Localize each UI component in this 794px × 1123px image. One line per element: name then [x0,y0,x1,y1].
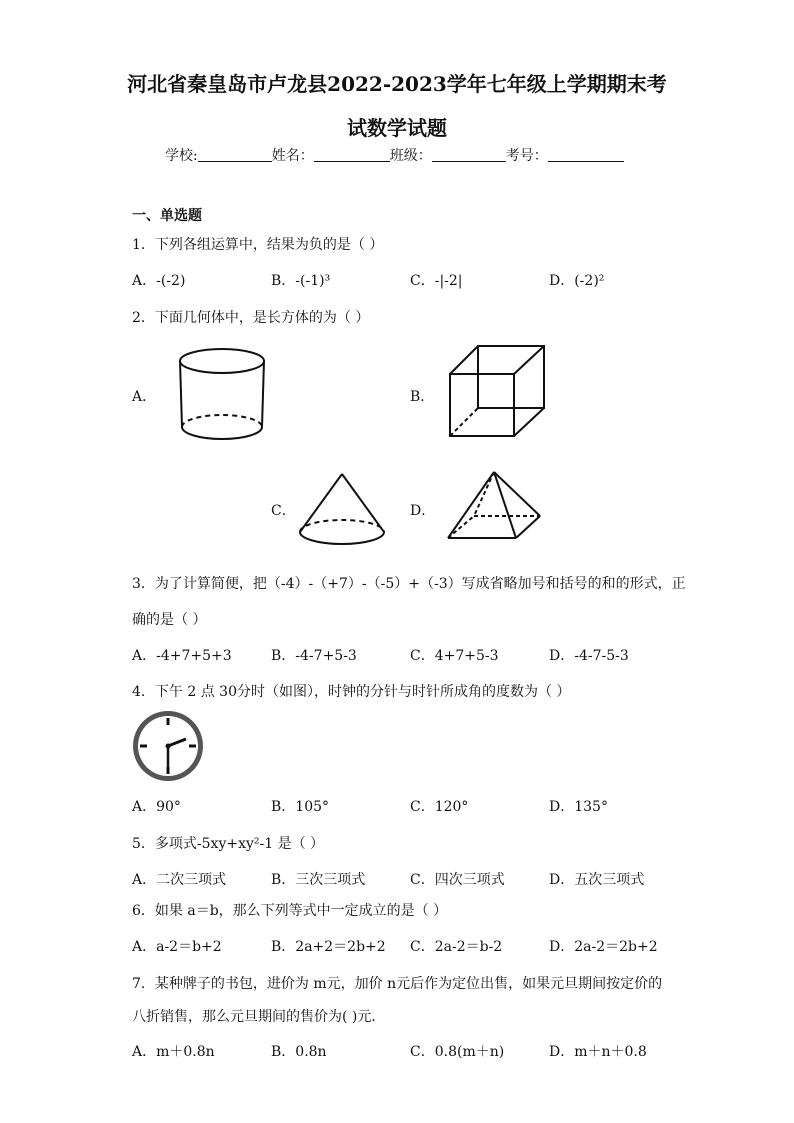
q4-option-c[interactable]: C．120° [410,799,469,815]
q6-option-c[interactable]: C．2a-2＝b-2 [410,939,503,955]
q6-stem: 6．如果 a＝b，那么下列等式中一定成立的是（ ） [132,903,448,919]
q5-option-d[interactable]: D．五次三项式 [549,872,645,888]
q1-option-b[interactable]: B．-(-1)³ [271,273,331,289]
q3-stem-line1: 3．为了计算简便，把（-4）-（+7）-（-5）+（-3）写成省略加号和括号的和的形式，正 [132,576,686,592]
school-label: 学校: [165,148,198,164]
class-blank[interactable] [432,147,506,162]
q4-option-b[interactable]: B．105° [271,799,330,815]
student-info-line [165,145,624,165]
q4-option-a[interactable]: A．90° [132,799,181,815]
q1-stem: 1．下列各组运算中，结果为负的是（ ） [132,237,384,253]
q6-option-a[interactable]: A．a-2＝b+2 [132,939,222,955]
q6-option-d[interactable]: D．2a-2＝2b+2 [549,939,658,955]
q3-option-c[interactable]: C．4+7+5-3 [410,648,499,664]
q7-option-d[interactable]: D．m＋n＋0.8 [549,1044,647,1060]
q2-option-b[interactable]: B． [410,389,435,405]
q3-stem-line2: 确的是（ ） [132,612,207,628]
q3-option-d[interactable]: D．-4-7-5-3 [549,648,629,664]
cuboid-figure [440,340,552,444]
q7-option-a[interactable]: A．m＋0.8n [132,1044,215,1060]
pyramid-figure [444,468,544,548]
q1-option-a[interactable]: A．-(-2) [132,273,186,289]
q5-option-b[interactable]: B．三次三项式 [271,872,366,888]
number-label: 考号： [505,148,548,164]
q4-option-d[interactable]: D．135° [549,799,608,815]
q2-option-d[interactable]: D． [410,503,436,519]
q7-option-b[interactable]: B．0.8n [271,1044,327,1060]
q3-option-a[interactable]: A．-4+7+5+3 [132,648,232,664]
clock-icon [131,709,205,783]
class-label: 班级： [389,148,432,164]
q5-stem: 5．多项式-5xy+xy²-1 是（ ） [132,836,325,852]
q4-stem: 4．下午 2 点 30分时（如图），时钟的分针与时针所成角的度数为（ ） [132,684,571,700]
section-heading: 一、单选题 [132,208,202,224]
cone-figure [296,470,388,552]
page-title-line1: 河北省秦皇岛市卢龙县2022-2023学年七年级上学期期末考 [127,72,667,96]
school-blank[interactable] [198,147,272,162]
q5-option-c[interactable]: C．四次三项式 [410,872,505,888]
q7-option-c[interactable]: C．0.8(m＋n) [410,1044,505,1060]
number-blank[interactable] [548,147,624,162]
cylinder-figure [172,345,272,445]
q2-option-c[interactable]: C． [271,503,296,519]
q7-stem-line1: 7．某种牌子的书包，进价为 m元，加价 n元后作为定位出售，如果元旦期间按定价的 [132,976,663,992]
name-blank[interactable] [314,147,390,162]
q7-stem-line2: 八折销售，那么元旦期间的售价为( )元． [132,1009,386,1025]
q3-option-b[interactable]: B．-4-7+5-3 [271,648,357,664]
name-label: 姓名： [271,148,314,164]
q1-option-c[interactable]: C．-|-2| [410,273,463,289]
q2-stem: 2．下面几何体中，是长方体的为（ ） [132,310,370,326]
page-title-line2: 试数学试题 [347,116,447,140]
q2-option-a[interactable]: A． [132,389,157,405]
q1-option-d[interactable]: D．(-2)² [549,273,605,289]
q6-option-b[interactable]: B．2a+2＝2b+2 [271,939,386,955]
q5-option-a[interactable]: A．二次三项式 [132,872,227,888]
